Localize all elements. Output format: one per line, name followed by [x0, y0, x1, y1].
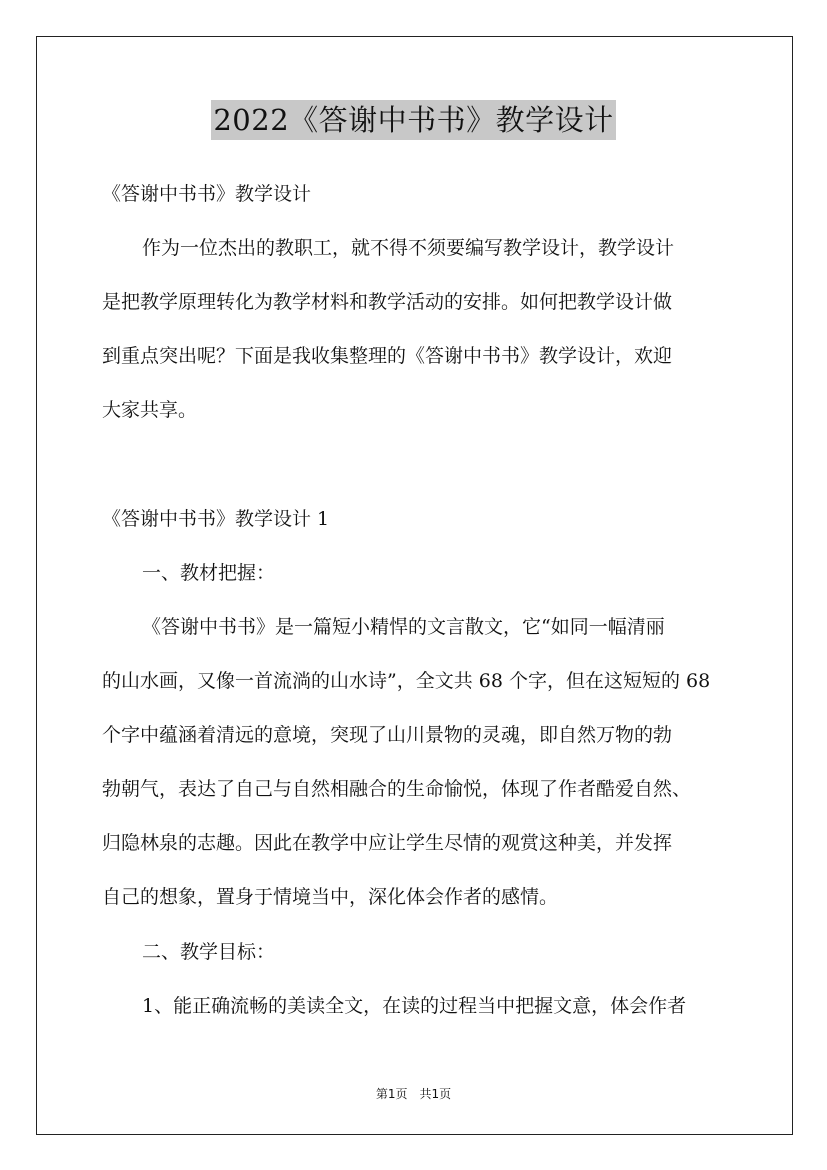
paragraph-line: 自己的想象，置身于情境当中，深化体会作者的感情。 [102, 886, 559, 908]
paragraph-line: 个字中蕴涵着清远的意境，突现了山川景物的灵魂，即自然万物的勃 [102, 724, 673, 746]
subsection-heading: 一、教材把握： [142, 562, 276, 584]
document-title [0, 100, 827, 140]
paragraph-line: 大家共享。 [102, 399, 198, 421]
paragraph-line: 1、能正确流畅的美读全文，在读的过程当中把握文意，体会作者 [142, 995, 687, 1017]
subtitle-line: 《答谢中书书》教学设计 [102, 183, 312, 205]
paragraph-line: 作为一位杰出的教职工，就不得不须要编写教学设计，教学设计 [142, 237, 675, 259]
page-number: 第1页 共1页 [375, 1087, 452, 1101]
section-heading: 《答谢中书书》教学设计 1 [102, 508, 330, 530]
paragraph-line: 是把教学原理转化为教学材料和教学活动的安排。如何把教学设计做 [102, 291, 673, 313]
subsection-heading: 二、教学目标： [142, 941, 276, 963]
document-title-text: 2022《答谢中书书》教学设计 [211, 100, 615, 140]
paragraph-line: 的山水画，又像一首流淌的山水诗”，全文共 68 个字，但在这短短的 68 [102, 670, 711, 692]
paragraph-line: 勃朝气，表达了自己与自然相融合的生命愉悦，体现了作者酷爱自然、 [102, 778, 692, 800]
paragraph-line: 《答谢中书书》是一篇短小精悍的文言散文，它“如同一幅清丽 [142, 616, 665, 638]
paragraph-line: 归隐林泉的志趣。因此在教学中应让学生尽情的观赏这种美，并发挥 [102, 832, 673, 854]
paragraph-line: 到重点突出呢？下面是我收集整理的《答谢中书书》教学设计，欢迎 [102, 345, 673, 367]
